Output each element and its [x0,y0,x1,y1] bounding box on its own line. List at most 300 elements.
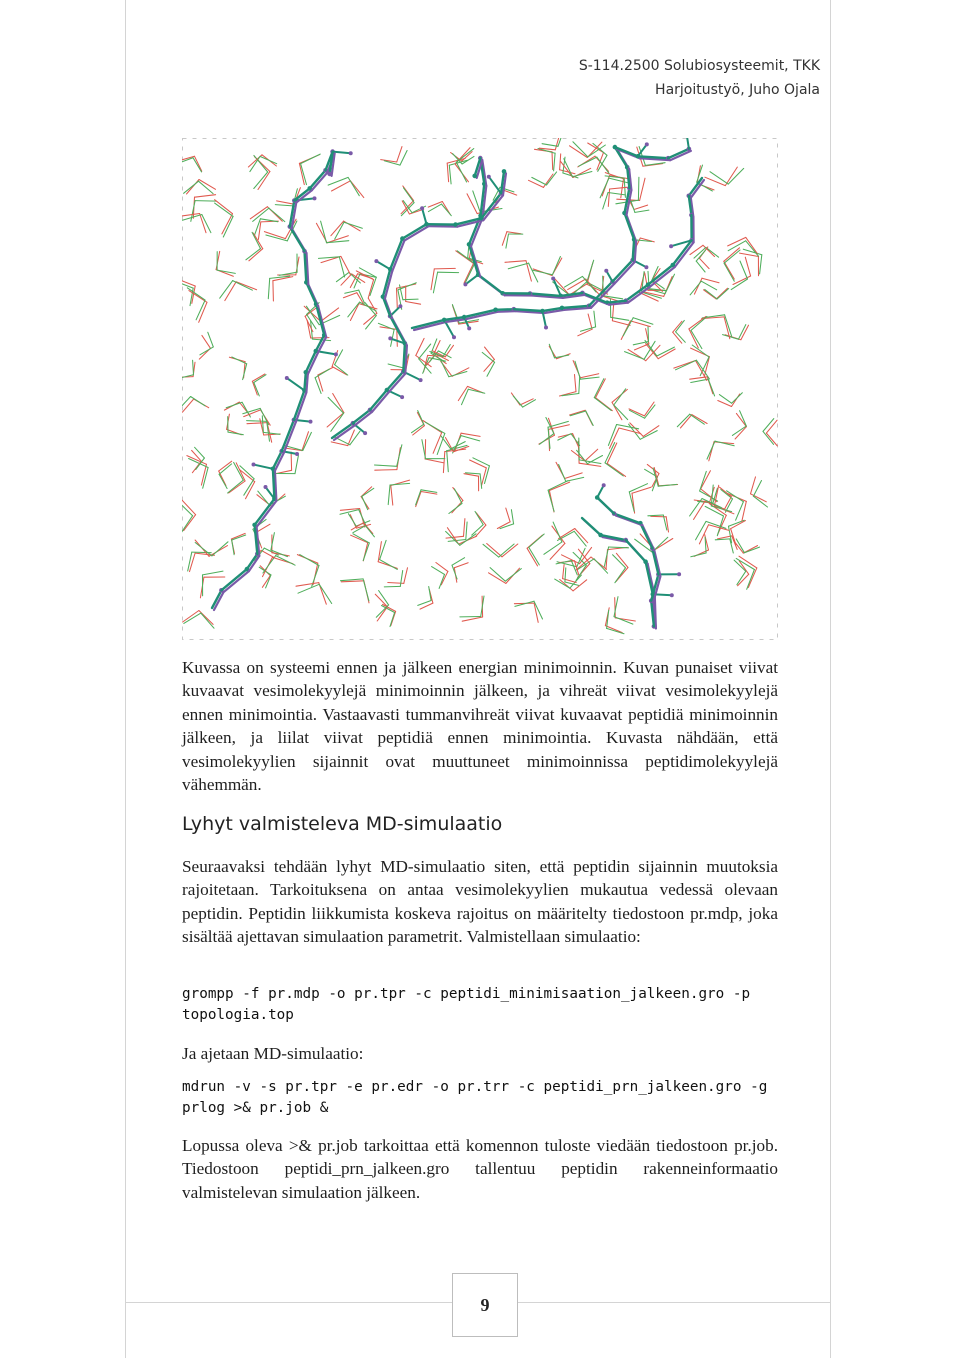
water-bond [466,522,467,540]
water-bond [724,261,735,279]
water-bond [505,569,521,582]
water-bond [544,542,562,554]
water-bond [579,376,580,393]
peptide-atom [398,304,402,308]
water-bond [247,421,267,422]
water-bond [452,558,465,566]
peptide-bond-before [404,226,428,240]
water-bond [710,172,728,184]
water-bond [549,482,569,490]
water-bond [195,201,216,202]
water-bond [552,257,560,275]
water-bond [447,163,448,182]
water-bond [182,156,195,161]
water-bond [629,484,647,492]
peptide-bond-after [478,275,502,294]
water-bond [449,372,467,377]
water-bond [258,172,270,190]
peptide-bond-after [290,227,305,252]
peptide-atom [602,483,606,487]
water-bond [548,481,568,491]
water-bond [635,210,649,212]
water-bond [704,357,709,377]
water-bond [648,326,649,342]
water-bond [707,441,715,459]
water-bond [632,487,651,493]
water-bond [476,513,486,525]
water-bond [464,519,465,537]
water-bond [388,583,404,584]
water-bond [547,172,557,185]
water-bond [748,568,756,588]
water-bond [406,302,421,305]
header-course: S-114.2500 Solubiosysteemit, TKK [578,58,820,74]
water-bond [276,556,295,566]
water-bond [236,282,257,290]
section-heading: Lyhyt valmisteleva MD-simulaatio [182,813,503,835]
water-bond [475,511,483,524]
water-bond [376,605,388,617]
water-bond [301,154,321,164]
water-bond [404,188,415,203]
water-bond [554,153,556,171]
water-bond [559,529,575,539]
water-bond [215,200,233,214]
water-bond [689,329,698,348]
water-bond [275,205,293,206]
peptide-atom [420,206,424,210]
water-bond [341,581,364,582]
water-bond [751,477,756,494]
water-bond [644,402,654,416]
water-bond [195,447,205,458]
water-bond [263,556,276,573]
water-bond [655,539,673,550]
paragraph-setup: Seuraavaksi tehdään lyhyt MD-simulaatio siten, että peptidin sijainnin muutoksia rajoitetaan. Tarkoituksena on antaa vesimolekyylien mukautua vedessä olevaan peptidin. Peptidin liikkumista koskeva rajoitus on määritelty tiedostoon pr.mdp, joka sisältää ajettavan simulaation parametrit. Valmistellaan simulaatio: [182,857,778,947]
water-bond [740,253,759,256]
peptide-atom [645,142,649,146]
water-bond [404,568,408,584]
peptide-atom [487,175,491,179]
water-bond [513,396,523,407]
water-bond [689,316,706,329]
water-bond [416,492,421,507]
water-bond [277,201,294,204]
peptide-bond-after [273,469,275,499]
water-bond [605,443,615,463]
water-bond [579,157,597,166]
water-bond [273,281,274,301]
water-bond [746,241,759,256]
peptide-side-chain [489,177,501,194]
peptide-bond-before [389,374,405,392]
water-bond [315,369,329,378]
water-bond [608,189,609,206]
peptide-bond-after [626,540,646,562]
water-bond [694,501,705,519]
water-bond [542,144,558,147]
page-number-box [452,1273,518,1337]
peptide-bond-after [597,498,614,514]
peptide-atom [670,593,674,597]
water-bond [690,245,703,254]
water-bond [419,359,431,373]
water-bond [467,194,477,214]
water-bond [219,474,227,488]
water-bond [485,466,490,484]
water-bond [676,320,685,331]
water-bond [587,260,594,282]
water-bond [425,459,444,463]
water-bond [335,222,344,239]
water-bond [361,487,372,497]
water-bond [732,393,743,404]
water-bond [375,470,397,471]
water-bond [388,485,390,505]
peptide-bond-after [582,518,601,535]
peptide-atom [551,277,555,281]
water-bond [353,534,369,543]
peptide-atom [349,151,353,155]
water-bond [708,379,714,396]
peptide-bond-before [334,425,355,440]
peptide-bond-after [625,213,635,240]
water-bond [232,357,247,364]
peptide-atom [363,431,367,435]
peptide-bond-after [306,282,316,304]
water-bond [724,248,740,261]
water-bond [533,270,552,275]
water-bond [247,423,267,424]
water-bond [246,249,261,260]
peptide-bond-before [223,571,249,592]
peptide-bond-before [372,392,389,412]
water-bond [223,216,233,237]
water-bond [425,422,444,433]
water-bond [454,489,462,504]
water-bond [508,263,528,269]
water-bond [236,463,245,481]
water-bond [676,360,697,370]
water-bond [603,193,608,210]
water-bond [716,288,727,299]
peptide-bond-after [390,239,402,270]
peptide-bond-after [387,372,403,390]
water-bond [215,203,234,216]
water-bond [723,335,739,340]
water-bond [570,410,586,415]
water-bond [350,181,363,198]
peptide-atom [309,420,313,424]
water-bond [691,553,706,557]
water-bond [229,481,245,493]
water-bond [388,364,403,368]
water-bond [403,299,418,300]
water-bond [433,272,437,293]
peptide-atom [264,485,268,489]
header-author: Harjoitustyö, Juho Ojala [655,82,820,98]
peptide-bond-before [615,262,635,284]
water-bond [416,490,421,505]
water-molecules [182,138,777,634]
water-bond [690,414,705,424]
water-bond [608,193,625,195]
water-bond [760,255,762,274]
peptide-atom [327,172,332,177]
water-bond [203,571,224,575]
water-bond [268,278,269,298]
water-bond [333,394,344,413]
water-bond [449,503,462,513]
peptide-atom [295,452,299,456]
water-bond [260,408,268,424]
water-bond [195,156,202,171]
water-bond [364,523,373,534]
water-bond [717,289,729,300]
water-bond [724,250,740,263]
water-bond [607,443,617,463]
water-bond [549,344,554,358]
water-bond [552,152,553,170]
water-bond [527,548,537,566]
water-bond [258,491,270,505]
water-bond [630,321,650,327]
water-bond [559,465,566,482]
peptide-atom [313,196,317,200]
water-bond [341,256,351,275]
water-bond [335,365,348,376]
water-bond [691,379,709,382]
water-bond [269,208,285,222]
peptide-bond-after [221,569,247,590]
water-bond [336,272,349,281]
water-bond [529,534,544,547]
peptide-atom [604,269,608,273]
peptide-bond-after [304,372,305,390]
water-bond [638,177,639,200]
water-bond [217,270,235,273]
water-bond [511,510,513,524]
water-bond [568,279,586,290]
water-bond [586,279,600,295]
water-bond [418,411,424,425]
water-bond [529,547,540,565]
peptide-bond-after [310,170,326,188]
water-bond [362,496,368,509]
water-bond [182,516,193,533]
water-bond [182,399,193,412]
water-bond [732,536,737,550]
water-bond [483,544,499,557]
water-bond [220,281,233,299]
peptide-atom [463,282,467,286]
water-bond [187,288,205,300]
water-bond [502,232,507,246]
peptide-side-chain [422,208,426,224]
water-bond [228,480,244,493]
water-bond [397,147,402,162]
water-bond [704,290,717,299]
water-bond [612,321,630,326]
peptide-bond-after [633,240,634,261]
water-bond [449,165,451,184]
water-bond [594,398,611,411]
water-bond [442,204,452,216]
water-bond [540,434,554,445]
water-bond [401,203,414,216]
water-bond [466,473,481,474]
water-bond [190,553,196,572]
water-bond [490,568,505,582]
water-bond [720,487,732,497]
water-bond [433,433,442,454]
peptide-bond-after [370,390,387,410]
peptide-atom [452,335,456,339]
code-mdrun: mdrun -v -s pr.tpr -e pr.edr -o pr.trr -c peptidi_prn_jalkeen.gro -g prlog >& pr.job & [182,1079,776,1116]
water-bond [487,544,502,557]
water-bond [753,481,761,497]
water-bond [192,461,201,473]
water-bond [348,514,356,526]
water-bond [362,488,374,496]
water-bond [728,237,746,246]
water-bond [252,374,265,381]
water-bond [558,531,575,540]
water-bond [456,162,466,182]
water-bond [611,317,629,320]
peptide-atom [252,463,256,467]
paragraph-output: Lopussa oleva >& pr.job tarkoittaa että komennon tuloste viedään tiedostoon pr.job. Tiedostoon peptidi_prn_jalkeen.gro tallentuu peptidin rakenneinformaatio valmistelevan simulaation jälkeen. [182,1136,778,1202]
water-bond [403,186,414,201]
peptide-side-chain [597,485,604,497]
water-bond [249,249,263,261]
water-bond [705,177,725,185]
water-bond [699,525,708,544]
page-number: 9 [480,1294,490,1315]
water-bond [462,389,469,405]
water-bond [390,613,395,627]
water-bond [577,450,588,463]
peptide-bond-before [392,241,404,272]
water-bond [253,233,263,249]
peptide-bond-after [383,297,390,316]
water-bond [384,586,400,587]
water-bond [763,419,774,432]
water-bond [182,502,193,516]
water-bond [499,544,514,557]
water-bond [473,191,480,212]
water-bond [400,571,402,587]
peptide-atom [467,326,471,330]
water-bond [360,302,377,311]
water-bond [607,463,625,476]
water-bond [348,177,359,195]
water-bond [640,178,645,200]
water-bond [291,452,292,470]
water-bond [184,181,199,193]
water-bond [700,357,709,376]
water-bond [397,445,402,467]
water-bond [553,522,562,542]
water-bond [701,281,716,290]
water-bond [397,329,398,346]
water-bond [351,535,368,543]
water-bond [634,205,648,209]
water-bond [200,347,213,355]
water-bond [766,433,777,446]
water-bond [447,451,449,472]
water-bond [633,318,653,325]
water-bond [341,274,352,285]
water-bond [443,452,444,473]
water-bond [225,282,236,301]
peptide-atom [472,174,477,179]
peptide-atom [677,572,681,576]
water-bond [321,308,339,322]
code-grompp: grompp -f pr.mdp -o pr.tpr -c peptidi_minimisaation_jalkeen.gro -p topologia.top [182,986,759,1023]
water-bond [766,420,777,433]
water-bond [612,389,627,402]
water-bond [563,565,565,579]
water-bond [579,463,601,466]
water-bond [529,180,544,187]
water-bond [763,431,774,444]
page-frame-right-line [830,0,831,1358]
water-bond [254,375,266,383]
water-bond [596,379,606,398]
water-bond [614,389,626,405]
peptide-bond-after [614,514,640,524]
water-bond [462,156,474,164]
water-bond [240,470,255,482]
water-bond [586,411,593,426]
water-bond [635,344,649,350]
water-bond [487,362,495,376]
water-bond [332,367,347,375]
water-bond [300,555,319,566]
water-bond [740,261,748,279]
water-bond [233,281,253,291]
water-bond [506,234,509,248]
water-bond [232,540,234,555]
water-bond [353,526,366,533]
water-bond [377,607,387,621]
water-bond [201,613,214,628]
water-bond [375,465,397,466]
water-bond [339,257,344,277]
water-bond [480,474,482,489]
water-bond [318,375,323,391]
water-bond [431,269,434,290]
peptide-atom [669,244,673,248]
water-bond [193,360,194,374]
water-bond [745,257,750,276]
water-bond [482,468,487,486]
water-bond [344,222,362,228]
water-bond [648,515,663,516]
water-bond [594,311,596,327]
water-bond [605,463,623,476]
water-bond [188,552,192,571]
water-bond [690,499,702,517]
water-bond [191,397,206,406]
figure-caption: Kuvassa on systeemi ennen ja jälkeen energian minimoinnin. Kuvan punaiset viivat kuvaavat vesimolekyylejä minimoinnin jälkeen, ja vihreät viivat vesimolekyylejä ennen minimointia. Vastaavasti tummanvihreät viivat kuvaavat peptidiä minimoinnin jälkeen, ja liilat viivat peptidiä ennen minimointia. Kuvasta nähdään, että vesimolekyylien sijainnit ovat muuttuneet minimoinnissa peptidimolekyylejä vähemmän. [182,658,778,795]
peptide-atom [644,265,648,269]
peptide-bond-before [257,501,277,527]
water-bond [505,261,526,263]
water-bond [506,508,510,522]
peptide-atom [419,378,423,382]
